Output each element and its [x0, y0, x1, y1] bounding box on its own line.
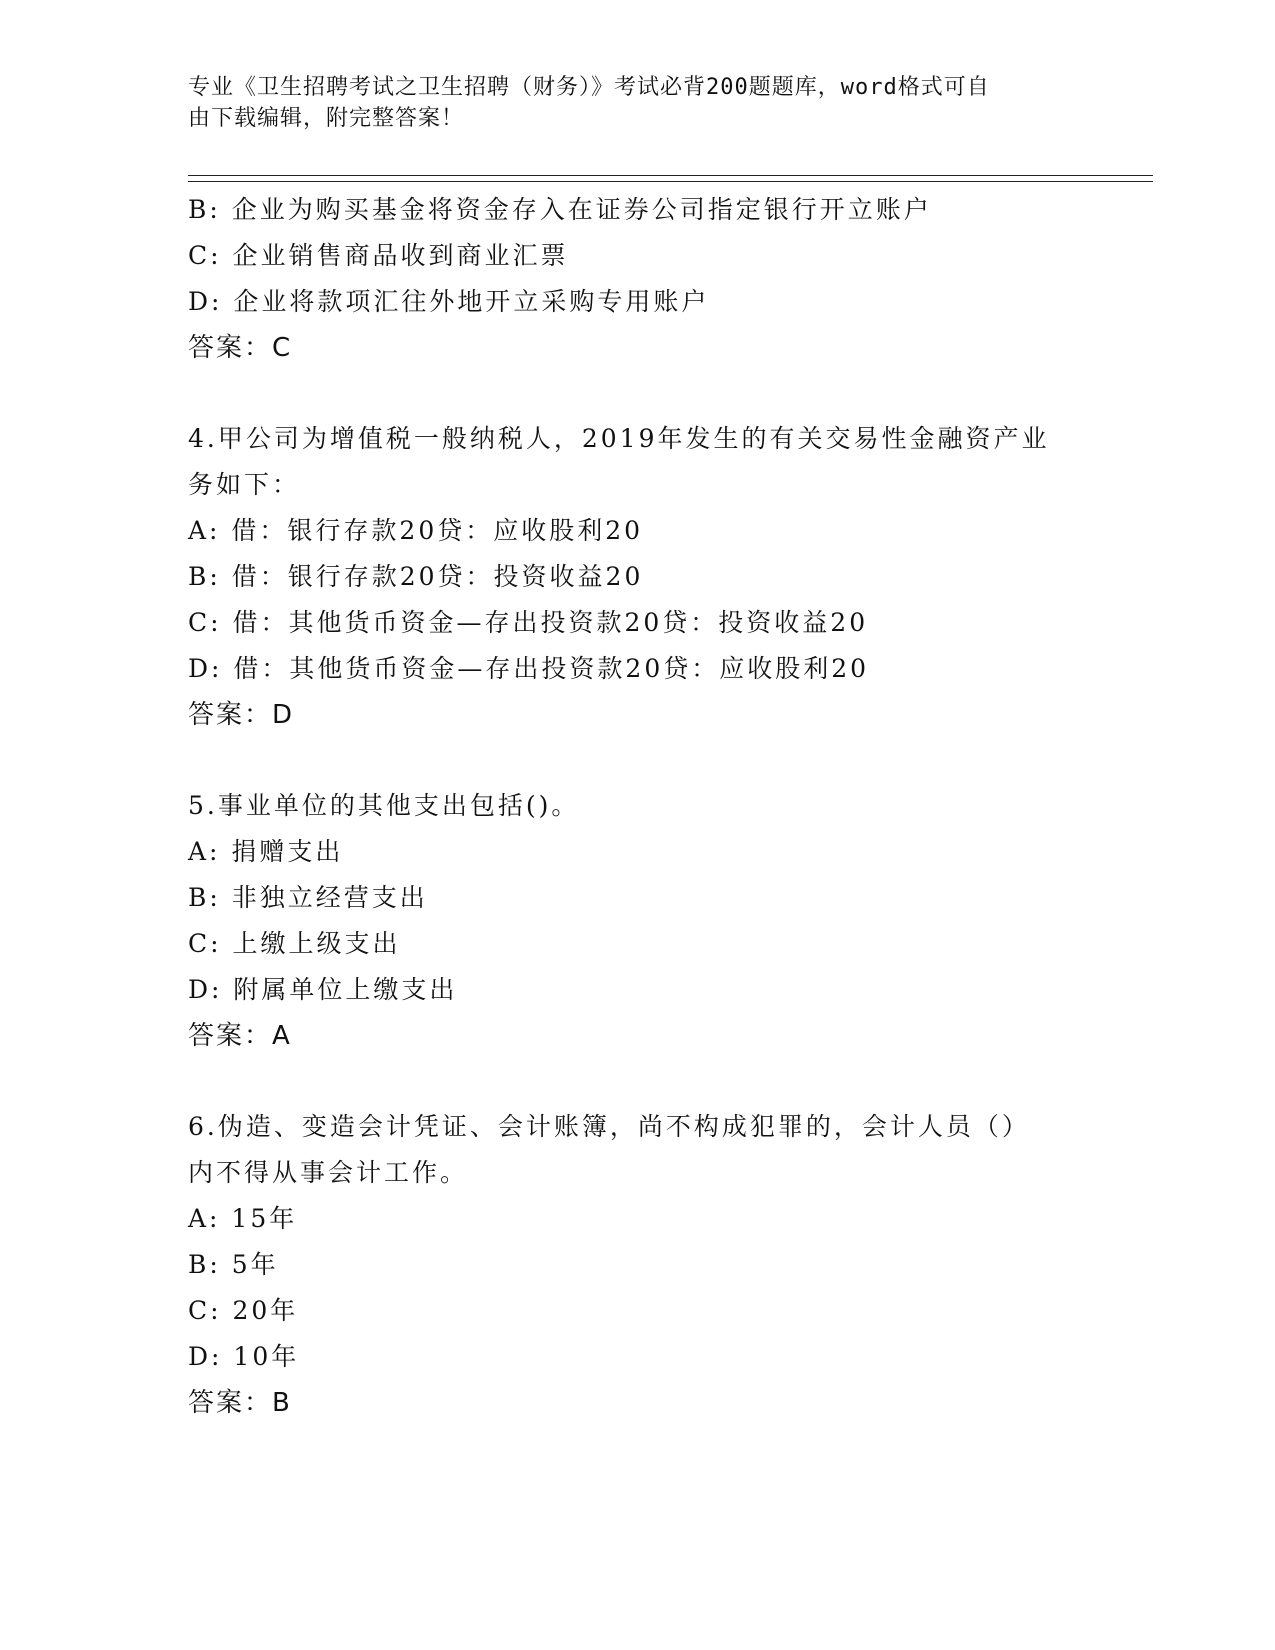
q3-answer: 答案：C	[188, 333, 293, 363]
q4-option-d: D: 借：其他货币资金—存出投资款20贷：应收股利20	[188, 654, 870, 683]
q6-stem-line-1: 6.伪造、变造会计凭证、会计账簿，尚不构成犯罪的，会计人员（）	[188, 1112, 1030, 1141]
q4-option-a: A: 借：银行存款20贷：应收股利20	[188, 516, 644, 545]
q5-option-c: C: 上缴上级支出	[188, 929, 401, 958]
q6-answer: 答案：B	[188, 1388, 292, 1418]
q5-stem-line-1: 5.事业单位的其他支出包括()。	[188, 791, 580, 820]
q6-option-d: D: 10年	[188, 1342, 300, 1371]
header-line-1: 专业《卫生招聘考试之卫生招聘（财务）》考试必背200题题库，word格式可自	[188, 75, 990, 100]
question-4-block	[188, 416, 1088, 738]
question-6-block	[188, 1104, 1088, 1426]
q4-stem-line-2: 务如下：	[188, 470, 301, 499]
q5-option-a: A: 捐赠支出	[188, 837, 344, 866]
header-divider-bottom	[188, 181, 1153, 182]
spacer	[188, 738, 1088, 783]
q6-option-b: B: 5年	[188, 1250, 279, 1279]
q4-option-c: C: 借：其他货币资金—存出投资款20贷：投资收益20	[188, 608, 869, 637]
document-header	[188, 72, 1068, 134]
q5-answer: 答案：A	[188, 1021, 292, 1051]
q3-option-b: B: 企业为购买基金将资金存入在证券公司指定银行开立账户	[188, 195, 932, 224]
q6-option-a: A: 15年	[188, 1204, 298, 1233]
q6-option-c: C: 20年	[188, 1296, 299, 1325]
header-line-2: 由下载编辑，附完整答案！	[188, 106, 465, 131]
header-divider-top	[188, 175, 1153, 176]
spacer	[188, 371, 1088, 416]
q3-option-c: C: 企业销售商品收到商业汇票	[188, 241, 569, 270]
q5-option-b: B: 非独立经营支出	[188, 883, 428, 912]
q4-answer: 答案：D	[188, 700, 295, 730]
q3-option-d: D: 企业将款项汇往外地开立采购专用账户	[188, 287, 710, 316]
q4-option-b: B: 借：银行存款20贷：投资收益20	[188, 562, 644, 591]
q6-stem-line-2: 内不得从事会计工作。	[188, 1158, 469, 1187]
question-5-block	[188, 783, 1088, 1059]
q4-stem-line-1: 4.甲公司为增值税一般纳税人，2019年发生的有关交易性金融资产业	[188, 424, 1050, 453]
question-list	[188, 187, 1088, 1426]
spacer	[188, 1059, 1088, 1104]
question-3-block	[188, 187, 1088, 371]
q5-option-d: D: 附属单位上缴支出	[188, 975, 458, 1004]
